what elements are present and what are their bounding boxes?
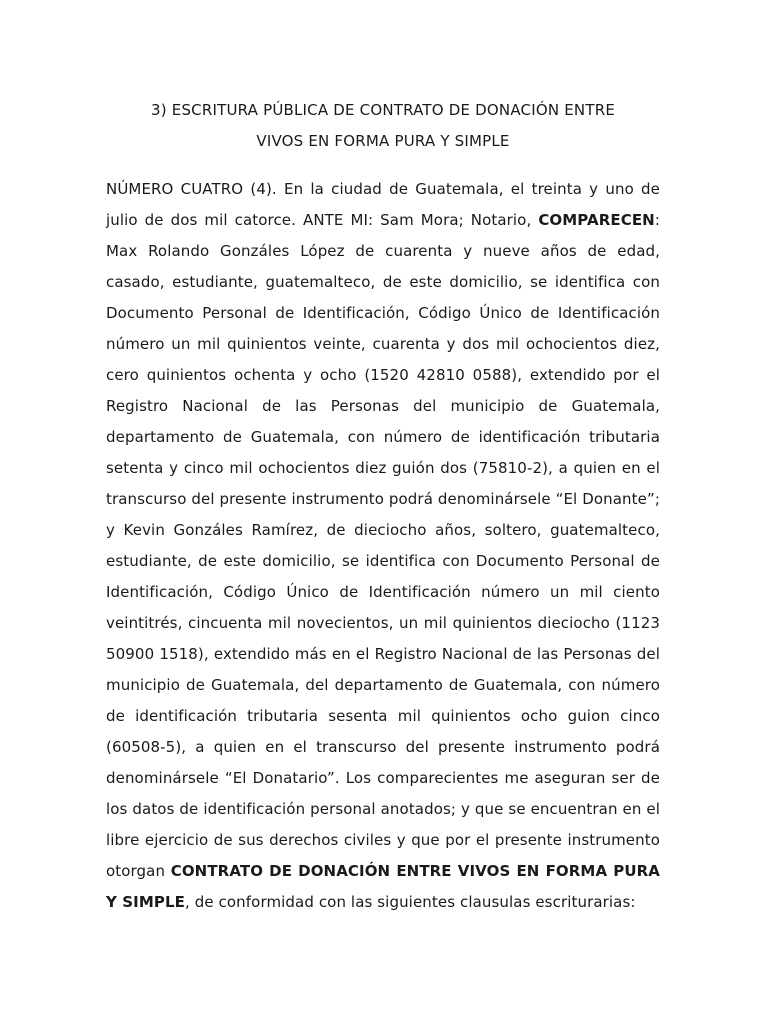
- paragraph-bold-comparecen: COMPARECEN: [538, 211, 655, 229]
- document-title-line-1: 3) ESCRITURA PÚBLICA DE CONTRATO DE DONACIÓN ENTRE: [151, 101, 615, 119]
- document-paragraph: [106, 174, 660, 918]
- paragraph-bold-contract-name: CONTRATO DE DONACIÓN ENTRE VIVOS EN FORMA PURA Y SIMPLE: [106, 862, 660, 911]
- document-title-line-2: VIVOS EN FORMA PURA Y SIMPLE: [256, 132, 510, 150]
- paragraph-text-part-3: , de conformidad con las siguientes clausulas escriturarias:: [185, 893, 636, 911]
- document-title: [106, 0, 660, 157]
- paragraph-text-part-1: NÚMERO CUATRO (4). En la ciudad de Guatemala, el treinta y uno de julio de dos mil catorce. ANTE MI: Sam Mora; Notario,: [106, 180, 660, 229]
- paragraph-text-part-2: : Max Rolando Gonzáles López de cuarenta y nueve años de edad, casado, estudiante, guatemalteco, de este domicilio, se identifica con Documento Personal de Identificación, Código Único de Identificación número un mil quinientos veinte, cuarenta y dos mil ochocientos diez, cero quinientos ochenta y ocho (1520 42810 0588), extendido por el Registro Nacional de las Personas del municipio de Guatemala, departamento de Guatemala, con número de identificación tributaria setenta y cinco mil ochocientos diez guión dos (75810-2), a quien en el transcurso del presente instrumento podrá denominársele “El Donante”; y Kevin Gonzáles Ramírez, de dieciocho años, soltero, guatemalteco, estudiante, de este domicilio, se identifica con Documento Personal de Identificación, Código Único de Identificación número un mil ciento veintitrés, cincuenta mil novecientos, un mil quinientos dieciocho (1123 50900 1518), extendido más en el Registro Nacional de las Personas del municipio de Guatemala, del departamento de Guatemala, con número de identificación tributaria sesenta mil quinientos ocho guion cinco (60508-5), a quien en el transcurso del presente instrumento podrá denominársele “El Donatario”. Los comparecientes me aseguran ser de los datos de identificación personal anotados; y que se encuentran en el libre ejercicio de sus derechos civiles y que por el presente instrumento otorgan: [106, 211, 660, 880]
- document-page: [106, 0, 660, 918]
